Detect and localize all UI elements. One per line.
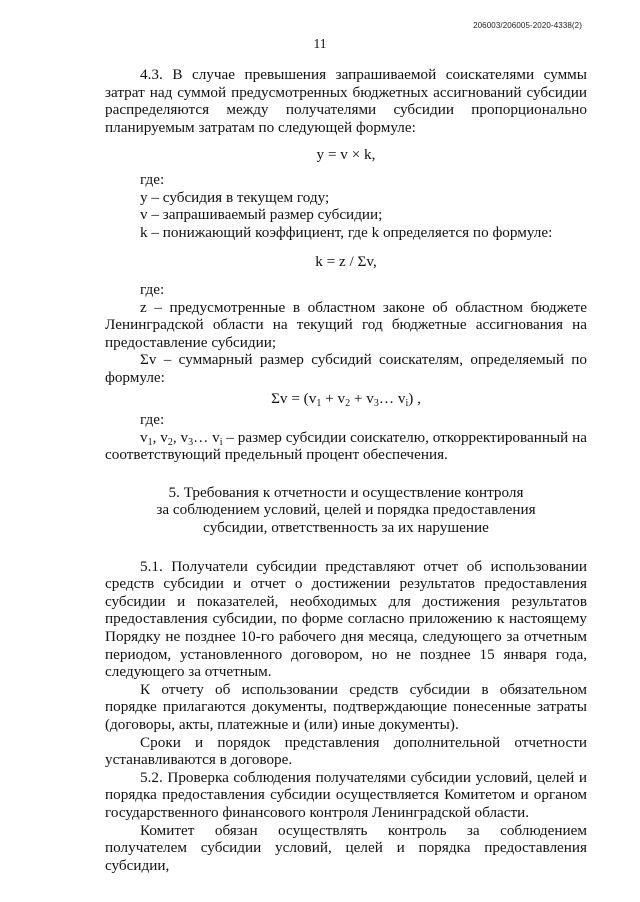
definition-z: z – предусмотренные в областном законе об областном бюджете Ленинградской области на текущий год бюджетные ассигнования на предоставление субсидии; [105,298,587,351]
definition-sum-v: Σv – суммарный размер субсидий соискателям, определяемый по формуле: [105,351,587,386]
definition-v: v – запрашиваемый размер субсидии; [140,206,383,224]
page-number: 11 [313,36,327,51]
paragraph-report-documents: К отчету об использовании средств субсидии в обязательном порядке прилагаются документы, подтверждающие понесенные затраты (договоры, акты, платежные и (или) иные документы). [105,680,587,733]
document-body [105,66,587,874]
where-label: где: [140,280,165,298]
section-heading-line: за соблюдением условий, целей и порядка предоставления [156,501,536,519]
definition-y: y – субсидия в текущем году; [140,188,330,206]
formula-k: k = z / Σv, [315,253,377,271]
document-registration-code: 206003/206005-2020-4338(2) [473,21,582,30]
paragraph-additional-reporting: Сроки и порядок представления дополнительной отчетности устанавливаются в договоре. [105,733,587,769]
paragraph-5-1: 5.1. Получатели субсидии представляют отчет об использовании средств субсидии и отчет о достижении результатов предоставления субсидии и показателей, необходимых для достижения результатов предоставления субсидии, по форме согласно приложению к настоящему Порядку не позднее 10-го рабочего дня месяца, следующего за отчетным периодом, установленного договором, но не позднее 15 января года, следующего за отчетным. [105,557,587,681]
section-heading-line: 5. Требования к отчетности и осуществление контроля [168,483,524,501]
section-heading-line: субсидии, ответственность за их нарушение [203,519,489,537]
paragraph-4-3: 4.3. В случае превышения запрашиваемой соискателями суммы затрат над суммой предусмотренных бюджетных ассигнований субсидии распределяются между получателями субсидии пропорционально планируемым затратам по следующей формуле: [105,66,587,136]
definition-k: k – понижающий коэффициент, где k определяется по формуле: [140,223,553,241]
definition-v-i: $v_1$, $v_2$, $v_3\dots$ $v_i$ – размер субсидии соискателю, откорректированный на соответствующий предельный процент обеспечения. [105,428,588,464]
where-label: где: [140,170,165,188]
formula-y: y = v × k, [316,146,376,164]
section-5-heading [105,484,587,537]
where-label: где: [140,411,165,429]
paragraph-5-2: 5.2. Проверка соблюдения получателями субсидии условий, целей и порядка предоставления субсидии осуществляется Комитетом и органом государственного финансового контроля Ленинградской области. [105,768,587,821]
formula-sum-v: $\Sigma v = (v_1 + v_2$ + $v_3\dots$ $v_i$) , [271,389,421,409]
paragraph-committee-control: Комитет обязан осуществлять контроль за соблюдением получателем субсидии условий, целей и порядка предоставления субсидии, [105,821,587,874]
